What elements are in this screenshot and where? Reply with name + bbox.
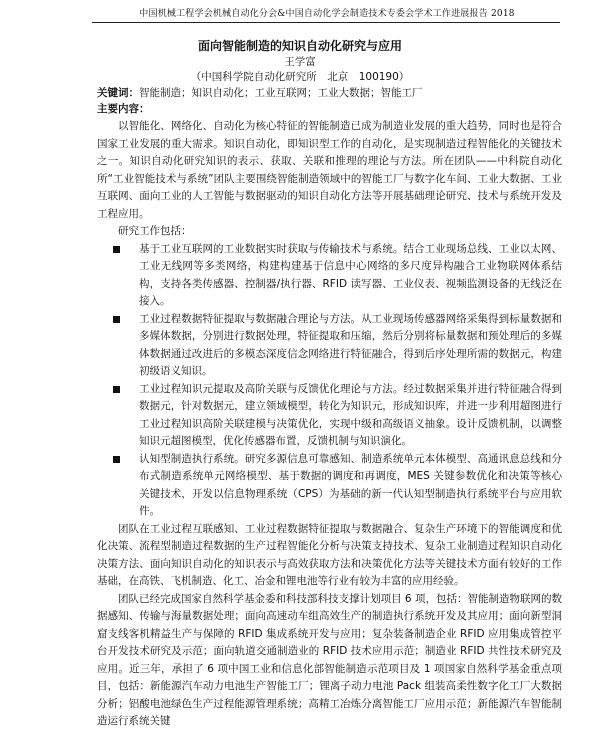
section-heading: 主要内容： <box>97 103 150 115</box>
research-label: 研究工作包括： <box>118 225 192 237</box>
affiliation: （中国科学院自动化研究所 北京 100190） <box>190 71 410 83</box>
intro-paragraph: 以智能化、网络化、自动化为核心特征的智能制造已成为制造业发展的重大趋势，同时也是符合国家工业发展的重大需求。知识自动化，即知识型工作的自动化，是实现制造过程智能化的关键技术之一。知识自动化研究知识的表示、获取、关联和推理的理论与方法。所在团队——中科院自动化所“工业智能技术与系统”团队主要围绕智能制造领域中的智能工厂与数字化车间、工业大数据、工业互联网、面向工业的人工智能与数据驱动的知识自动化方法等开展基础理论研究、技术与系统开发及工程应用。 <box>97 120 562 220</box>
list-item <box>139 241 562 311</box>
list-item-text: 基于工业互联网的工业数据实时获取与传输技术与系统。结合工业现场总线、工业以太网、工业无线网等多类网络，构建构建基于信息中心网络的多尺度异构融合工业物联网体系结构，支持各类传感器、控制器/执行器、RFID 读写器、工业仪表、视频监测设备的无线泛在接入。 <box>139 242 562 307</box>
running-header: 中国机械工程学会机械自动化分会&中国自动化学会制造技术专委会学术工作进展报告 2018 <box>139 9 515 19</box>
list-item <box>139 451 562 521</box>
body-text <box>97 118 562 731</box>
list-item-text: 工业过程数据特征提取与数据融合理论与方法。从工业现场传感器网络采集得到标量数据和多媒体数据，分别进行数据处理，特征提取和压缩，然后分别将标量数据和预处理后的多媒体数据通过改进后的多模态深度信念网络进行特征融合，得到后序处理所需的数据元，构建初级语义知识。 <box>139 312 562 377</box>
keywords-text: 智能制造；知识自动化；工业互联网；工业大数据；智能工厂 <box>139 87 423 99</box>
list-item <box>139 381 562 451</box>
list-item-text: 认知型制造执行系统。研究多源信息可靠感知、制造系统单元本体模型、高通讯息总线和分布式制造系统单元网络模型、基于数据的调度和再调度，MES 关键参数优化和决策等核心关键技术，开发以信息物理系统（CPS）为基础的新一代认知型制造执行系统平台与应用软件。 <box>139 452 562 517</box>
square-bullet-icon <box>113 386 120 393</box>
square-bullet-icon <box>113 456 120 463</box>
square-bullet-icon <box>113 246 120 253</box>
list-item-text: 工业过程知识元提取及高阶关联与反馈优化理论与方法。经过数据采集并进行特征融合得到数据元，针对数据元，建立领域模型，转化为知识元，形成知识库，并进一步利用超图进行工业过程知识高阶关联建模与决策优化，实现中级和高级语义抽象。设计反馈机制，以调整知识元超图模型，优化传感器布置，反馈机制与知识演化。 <box>139 382 562 447</box>
author: 王学富 <box>284 56 316 68</box>
list-item <box>139 311 562 381</box>
paper-title: 面向智能制造的知识自动化研究与应用 <box>197 39 402 53</box>
square-bullet-icon <box>113 316 120 323</box>
keywords-label: 关键词： <box>97 87 139 99</box>
research-list <box>97 241 562 521</box>
header-rule <box>92 22 560 23</box>
paragraph-3: 团队已经完成国家自然科学基金委和科技部科技支撑计划项目 6 项，包括：智能制造物联网的数据感知、传输与海量数据处理；面向高速动车组高效生产的制造执行系统开发及其应用；面向新型洞窟支线客机精益生产与保障的 RFID 集成系统开发与应用；复杂装备制造企业 RFID 应用集成管控平台开发技术研究及示范；面向轨道交通制造业的 RFID 技术应用示范；制造业 RFID 共性技术研究及应用。近三年，承担了 6 项中国工业和信息化部智能制造示范项目及 1 项国家自然科学基金重点项目，包括：新能源汽车动力电池生产智能工厂；锂离子动力电池 Pack 组装高柔性数字化工厂大数据分析；铝酸电池绿色生产过程能源管理系统；高精工冶炼分离智能工厂应用示范；新能源汽车智能制造运行系统关键 <box>97 592 562 727</box>
keywords <box>97 85 562 103</box>
paragraph-2: 团队在工业过程互联感知、工业过程数据特征提取与数据融合、复杂生产环境下的智能调度和优化决策、流程型制造过程数据的生产过程智能化分析与决策支持技术、复杂工业制造过程知识自动化决策方法、面向知识自动化的知识表示与高效获取方法和决策优化方法等关键技术方面有较好的工作基础，在高铁、飞机制造、化工、冶金和锂电池等行业有较为丰富的应用经验。 <box>97 522 562 587</box>
